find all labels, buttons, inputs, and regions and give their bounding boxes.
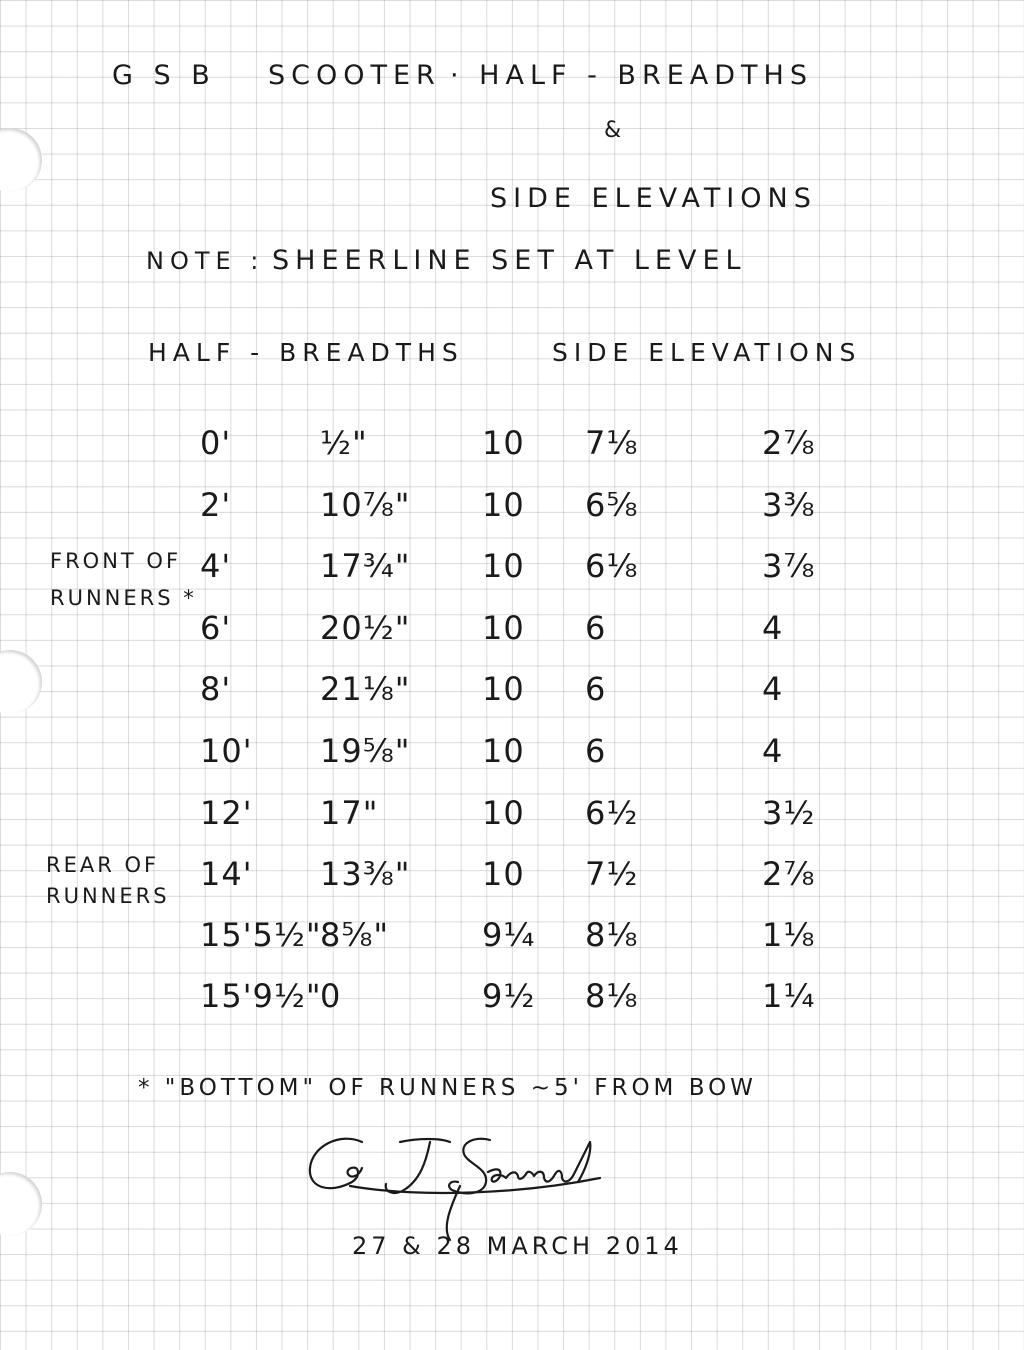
half-breadth-cell: 10⅞" xyxy=(320,486,411,524)
title-gsb: G S B xyxy=(112,60,216,91)
half-breadth-cell: 0 xyxy=(320,977,342,1015)
elevation-c-cell: 3⅞ xyxy=(762,547,816,585)
station-cell: 15'9½" xyxy=(200,977,322,1015)
elevation-b-cell: 6 xyxy=(585,732,607,770)
table-row xyxy=(0,486,1024,536)
signature xyxy=(300,1128,640,1248)
footnote: * "BOTTOM" OF RUNNERS ~5' FROM BOW xyxy=(138,1075,757,1101)
elevation-a-cell: 10 xyxy=(482,794,525,832)
table-row xyxy=(0,916,1024,966)
header-half-breadths: HALF - BREADTHS xyxy=(148,338,464,367)
rear-of-runners-line2: RUNNERS xyxy=(46,884,170,908)
half-breadth-cell: 8⅝" xyxy=(320,916,390,954)
elevation-a-cell: 9¼ xyxy=(482,916,536,954)
note-label: NOTE : xyxy=(146,247,265,275)
table-row xyxy=(0,609,1024,659)
elevation-c-cell: 4 xyxy=(762,609,784,647)
front-of-runners-line2: RUNNERS * xyxy=(50,586,197,610)
half-breadth-cell: 20½" xyxy=(320,609,411,647)
station-cell: 8' xyxy=(200,670,232,708)
station-cell: 2' xyxy=(200,486,232,524)
elevation-b-cell: 6 xyxy=(585,670,607,708)
elevation-b-cell: 6⅛ xyxy=(585,547,639,585)
table-row xyxy=(0,670,1024,720)
station-cell: 10' xyxy=(200,732,253,770)
elevation-c-cell: 2⅞ xyxy=(762,855,816,893)
signature-drawing xyxy=(300,1128,640,1248)
station-cell: 6' xyxy=(200,609,232,647)
elevation-a-cell: 10 xyxy=(482,855,525,893)
front-of-runners-line1: FRONT OF xyxy=(50,549,182,573)
note-text: SHEERLINE SET AT LEVEL xyxy=(272,245,747,276)
table-row xyxy=(0,855,1024,905)
table-row xyxy=(0,547,1024,597)
elevation-b-cell: 6 xyxy=(585,609,607,647)
elevation-a-cell: 9½ xyxy=(482,977,536,1015)
elevation-a-cell: 10 xyxy=(482,670,525,708)
elevation-c-cell: 3½ xyxy=(762,794,816,832)
half-breadth-cell: 17¾" xyxy=(320,547,411,585)
binder-hole-bottom xyxy=(0,1172,42,1236)
elevation-c-cell: 2⅞ xyxy=(762,424,816,462)
elevation-b-cell: 8⅛ xyxy=(585,916,639,954)
table-row xyxy=(0,424,1024,474)
half-breadth-cell: 17" xyxy=(320,794,379,832)
elevation-a-cell: 10 xyxy=(482,609,525,647)
half-breadth-cell: 13⅜" xyxy=(320,855,411,893)
half-breadth-cell: ½" xyxy=(320,424,368,462)
signature-text xyxy=(640,1128,641,1129)
date: 27 & 28 MARCH 2014 xyxy=(352,1232,683,1260)
elevation-c-cell: 1⅛ xyxy=(762,916,816,954)
elevation-b-cell: 7⅛ xyxy=(585,424,639,462)
elevation-b-cell: 8⅛ xyxy=(585,977,639,1015)
station-cell: 15'5½" xyxy=(200,916,322,954)
table-row xyxy=(0,732,1024,782)
station-cell: 14' xyxy=(200,855,253,893)
title-ampersand: & xyxy=(604,118,628,143)
elevation-b-cell: 6½ xyxy=(585,794,639,832)
elevation-c-cell: 1¼ xyxy=(762,977,816,1015)
elevation-a-cell: 10 xyxy=(482,486,525,524)
station-cell: 0' xyxy=(200,424,232,462)
elevation-a-cell: 10 xyxy=(482,547,525,585)
station-cell: 4' xyxy=(200,547,232,585)
elevation-a-cell: 10 xyxy=(482,424,525,462)
elevation-b-cell: 6⅝ xyxy=(585,486,639,524)
elevation-a-cell: 10 xyxy=(482,732,525,770)
rear-of-runners-line1: REAR OF xyxy=(46,853,160,877)
half-breadth-cell: 21⅛" xyxy=(320,670,411,708)
title-scooter: SCOOTER xyxy=(268,60,441,91)
elevation-c-cell: 4 xyxy=(762,732,784,770)
title-side-elevations: SIDE ELEVATIONS xyxy=(490,183,817,214)
elevation-c-cell: 4 xyxy=(762,670,784,708)
station-cell: 12' xyxy=(200,794,253,832)
elevation-b-cell: 7½ xyxy=(585,855,639,893)
table-row xyxy=(0,977,1024,1027)
table-row xyxy=(0,794,1024,844)
elevation-c-cell: 3⅜ xyxy=(762,486,816,524)
binder-hole-top xyxy=(0,128,42,192)
title-half-breadths: · HALF - BREADTHS xyxy=(450,60,813,91)
header-side-elevations: SIDE ELEVATIONS xyxy=(552,338,862,367)
half-breadth-cell: 19⅝" xyxy=(320,732,411,770)
